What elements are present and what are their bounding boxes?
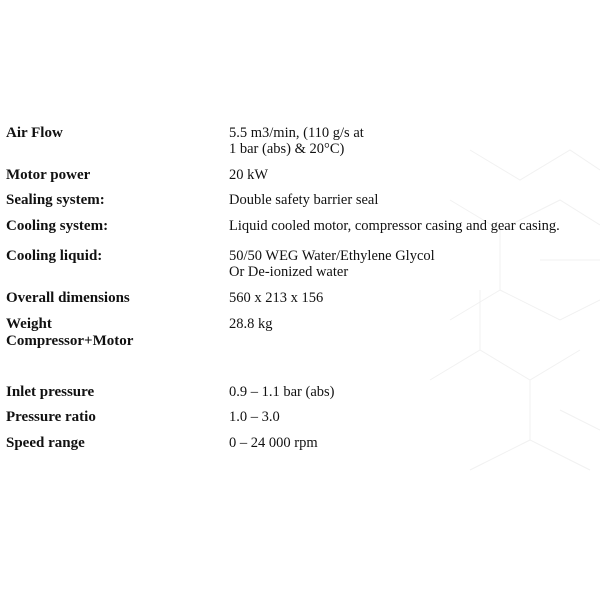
spec-value: 28.8 kg bbox=[229, 316, 273, 332]
spec-label: Weight Compressor+Motor bbox=[6, 316, 134, 349]
spec-value: Liquid cooled motor, compressor casing and gear casing. bbox=[229, 218, 560, 234]
spec-value: 1.0 – 3.0 bbox=[229, 409, 280, 425]
spec-value: 0 – 24 000 rpm bbox=[229, 435, 318, 451]
spec-label: Cooling liquid: bbox=[6, 248, 103, 264]
spec-value: 0.9 – 1.1 bar (abs) bbox=[229, 384, 335, 400]
spec-label: Cooling system: bbox=[6, 218, 109, 234]
spec-label: Air Flow bbox=[6, 125, 63, 141]
spec-value: 50/50 WEG Water/Ethylene Glycol Or De-ionized water bbox=[229, 248, 435, 280]
spec-label: Inlet pressure bbox=[6, 384, 95, 400]
spec-label: Pressure ratio bbox=[6, 409, 96, 425]
spec-value: 20 kW bbox=[229, 167, 269, 183]
spec-label: Speed range bbox=[6, 435, 85, 451]
spec-value: 560 x 213 x 156 bbox=[229, 290, 324, 306]
spec-label: Sealing system: bbox=[6, 192, 105, 208]
spec-value: Double safety barrier seal bbox=[229, 192, 379, 208]
spec-value: 5.5 m3/min, (110 g/s at 1 bar (abs) & 20°C) bbox=[229, 125, 364, 157]
spec-label: Motor power bbox=[6, 167, 91, 183]
spec-label: Overall dimensions bbox=[6, 290, 130, 306]
